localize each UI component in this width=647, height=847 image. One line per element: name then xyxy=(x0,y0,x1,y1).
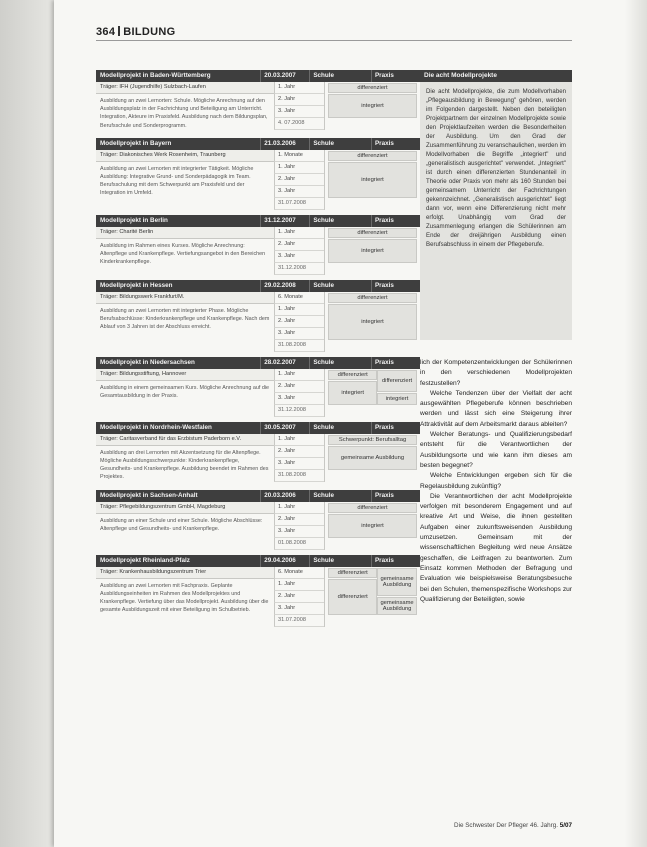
project-description xyxy=(96,567,274,627)
year-row: 31.12.2008 xyxy=(274,405,324,417)
year-row: 1. Jahr xyxy=(274,162,324,174)
page-edge-shadow xyxy=(625,0,647,847)
grid-cell: integriert xyxy=(328,239,417,263)
column-school: Schule xyxy=(309,215,371,227)
project-header xyxy=(96,422,420,434)
info-box-title: Die acht Modellprojekte xyxy=(420,70,572,82)
project-description xyxy=(96,292,274,352)
project-description-text: Ausbildung an zwei Lernorten: Schule. Mögliche Anrechnung auf den Ausbildungsplatz in der Fachrichtung und Beteiligung am Unterricht. Integration, Akteure im Praxisfeld. Ausbildung nach dem Bildungsplan, Berufsschule und Sonderprogramm. xyxy=(100,98,268,129)
year-row: 1. Jahr xyxy=(274,579,324,591)
year-column xyxy=(274,369,324,417)
section-title: BILDUNG xyxy=(123,26,176,38)
column-practice: Praxis xyxy=(371,70,420,82)
page-number: 364 xyxy=(96,26,116,38)
project-sponsor: Träger: Diakonisches Werk Rosenheim, Traunberg xyxy=(96,150,274,162)
project-date: 28.02.2007 xyxy=(260,357,309,369)
year-column xyxy=(274,227,324,275)
year-row: 3. Jahr xyxy=(274,458,324,470)
grid-cell: differenziert xyxy=(377,370,417,392)
project-date: 29.04.2006 xyxy=(260,555,309,567)
grid-cell: differenziert xyxy=(328,293,417,303)
page-footer xyxy=(380,822,572,829)
project-header xyxy=(96,70,420,82)
project-date: 20.03.2007 xyxy=(260,70,309,82)
school-practice-grid xyxy=(324,567,420,627)
project-header xyxy=(96,357,420,369)
year-column xyxy=(274,502,324,550)
info-box-text: Die acht Modellprojekte, die zum Modellvorhaben „Pflegeausbildung in Bewegung" gehören, werden im Folgenden dargestellt. Neben den beteiligten Projektpartnern der einzelnen Modellprojekte sowie den Projektlaufzeiten werden die Besonderheiten der Ausbildung. Um den Grad der Zusammenführung zu veranschaulichen, werden im Modellvorhaben die Begriffe „integriert" und „generalistisch ausgerichtet" verwendet. „Integriert" ist durch einen differenzierten Stundenanteil in Theorie oder Praxis von mehr als 160 Stunden bei gemeinsamem Unterricht der Fachrichtungen gekennzeichnet. „Generalistisch ausgerichtet" liegt dann vor, wenn eine Differenzierung nicht mehr erfolgt. Unabhängig vom Grad der Zusammenlegung erlangen die Schülerinnen am Ende der dreijährigen Ausbildung einen Berufsabschluss in einem der Pflegeberufe. xyxy=(426,88,566,248)
project-sponsor: Träger: Bildungsstiftung, Hannover xyxy=(96,369,274,381)
project-title: Modellprojekt in Berlin xyxy=(100,216,168,224)
column-practice: Praxis xyxy=(371,280,420,292)
project-header xyxy=(96,215,420,227)
project-description xyxy=(96,369,274,417)
page-header xyxy=(96,26,175,38)
project-description xyxy=(96,434,274,485)
year-row: 6. Monate xyxy=(274,567,324,579)
column-school: Schule xyxy=(309,490,371,502)
page-gutter xyxy=(0,0,54,847)
grid-cell: integriert xyxy=(328,94,417,118)
project-date: 30.05.2007 xyxy=(260,422,309,434)
body-paragraph: Welche Entwicklungen ergeben sich für die Regelausbildung zukünftig? xyxy=(420,472,572,490)
project-sponsor: Träger: Caritasverband für das Erzbistum Paderborn e.V. xyxy=(96,434,274,446)
year-column xyxy=(274,292,324,352)
year-column xyxy=(274,434,324,485)
column-practice: Praxis xyxy=(371,490,420,502)
year-row: 2. Jahr xyxy=(274,94,324,106)
column-practice: Praxis xyxy=(371,422,420,434)
project-description-text: Ausbildung im Rahmen eines Kurses. Mögliche Anrechnung: Altenpflege und Krankenpflege. Vertiefungsangebot in den Bereichen Kinderkrankenpflege. xyxy=(100,242,266,266)
year-row: 2. Jahr xyxy=(274,381,324,393)
project-header xyxy=(96,138,420,150)
project-header xyxy=(96,280,420,292)
year-row: 31.08.2008 xyxy=(274,470,324,482)
project-block xyxy=(96,70,420,133)
project-sponsor: Träger: IFH (Jugendhilfe) Sulzbach-Laufen xyxy=(96,82,274,94)
grid-cell: gemeinsame Ausbildung xyxy=(328,446,417,470)
project-date: 20.03.2006 xyxy=(260,490,309,502)
project-body xyxy=(96,434,420,485)
project-title: Modellprojekt in Sachsen-Anhalt xyxy=(100,491,198,499)
year-row: 31.07.2008 xyxy=(274,615,324,627)
grid-cell: integriert xyxy=(328,381,377,405)
project-block xyxy=(96,215,420,275)
grid-cell: gemeinsame Ausbildung xyxy=(377,568,417,596)
project-block xyxy=(96,357,420,417)
school-practice-grid xyxy=(324,227,420,275)
project-description-text: Ausbildung an einer Schule und einer Schule. Mögliche Abschlüsse: Altenpflege und Gesundheits- und Krankenpflege. xyxy=(100,517,263,532)
header-divider xyxy=(118,26,120,36)
year-row: 01.08.2008 xyxy=(274,538,324,550)
grid-cell: differenziert xyxy=(328,568,377,578)
year-row: 1. Jahr xyxy=(274,434,324,446)
year-row: 3. Jahr xyxy=(274,106,324,118)
year-row: 1. Jahr xyxy=(274,82,324,94)
year-row: 2. Jahr xyxy=(274,316,324,328)
year-row: 4. 07.2008 xyxy=(274,118,324,130)
project-body xyxy=(96,567,420,627)
year-row: 3. Jahr xyxy=(274,393,324,405)
grid-cell: differenziert xyxy=(328,579,377,615)
column-school: Schule xyxy=(309,357,371,369)
project-title: Modellprojekt in Nordrhein-Westfalen xyxy=(100,423,212,431)
year-row: 3. Jahr xyxy=(274,603,324,615)
year-row: 2. Jahr xyxy=(274,446,324,458)
project-title: Modellprojekt in Baden-Württemberg xyxy=(100,72,211,79)
project-sponsor: Träger: Bildungswerk Frankfurt/M. xyxy=(96,292,274,304)
year-row: 1. Jahr xyxy=(274,304,324,316)
school-practice-grid xyxy=(324,82,420,130)
project-block xyxy=(96,555,420,627)
project-header xyxy=(96,555,420,567)
grid-cell: differenziert xyxy=(328,151,417,161)
column-practice: Praxis xyxy=(371,215,420,227)
grid-cell: integriert xyxy=(328,514,417,538)
grid-cell: gemeinsame Ausbildung xyxy=(377,597,417,615)
column-school: Schule xyxy=(309,70,371,82)
year-column xyxy=(274,82,324,133)
project-header xyxy=(96,490,420,502)
year-column xyxy=(274,567,324,627)
year-row: 2. Jahr xyxy=(274,591,324,603)
project-sponsor: Träger: Pflegebildungszentrum GmbH, Magdeburg xyxy=(96,502,274,514)
year-row: 1. Monate xyxy=(274,150,324,162)
grid-cell: differenziert xyxy=(328,228,417,238)
school-practice-grid xyxy=(324,502,420,550)
project-description-text: Ausbildung an zwei Lernorten mit Fachpraxis. Geplante Ausbildungseinheiten im Rahmen des Modellprojektes und Krankenpflege. Vertiefung über das Modellprojekt. Ausbildung über die gesamte Ausbildungszeit mit einer Beteiligung im Schulbetrieb. xyxy=(100,582,269,614)
column-school: Schule xyxy=(309,555,371,567)
school-practice-grid xyxy=(324,150,420,210)
year-row: 1. Jahr xyxy=(274,369,324,381)
project-body xyxy=(96,502,420,550)
project-description xyxy=(96,502,274,550)
modellprojekte-table xyxy=(96,70,420,632)
project-block xyxy=(96,490,420,550)
column-practice: Praxis xyxy=(371,138,420,150)
body-paragraph: Die Verantwortlichen der acht Modellprojekte verfolgen mit besonderem Engagement und auf kreative Art und Weise, die ihnen gestellten Aufgaben einer zukunftsweisenden Ausbildung umzusetzen. Gemeinsam mit der wissenschaftlichen Begleitung wird neue Ansätze geschaffen, die Leitfragen zu beantworten. Zum Einsatz kommen Methoden der Befragung und Evaluation wie beispielsweise Beratungsbesuche bei den Schulen, themenspezifische Workshops zur Qualifizierung der Beteiligten, sowie xyxy=(420,492,572,603)
project-title: Modellprojekt in Bayern xyxy=(100,139,172,147)
project-block xyxy=(96,138,420,210)
project-block xyxy=(96,280,420,352)
project-date: 21.03.2006 xyxy=(260,138,309,150)
project-sponsor: Träger: Charité Berlin xyxy=(96,227,274,239)
project-description-text: Ausbildung an drei Lernorten mit Akzentsetzung für die Altenpflege. Mögliche Ausbildungsschwerpunkte: Kinderkrankenpflege, Gesundheits- und Krankenpflege. Ausbildung beendet im Rahmen des Projektes. xyxy=(100,449,269,481)
info-box xyxy=(420,70,572,340)
column-practice: Praxis xyxy=(371,357,420,369)
grid-cell: integriert xyxy=(328,162,417,198)
year-row: 31.12.2008 xyxy=(274,263,324,275)
column-school: Schule xyxy=(309,422,371,434)
year-row: 2. Jahr xyxy=(274,514,324,526)
project-body xyxy=(96,292,420,352)
project-description xyxy=(96,82,274,133)
year-row: 3. Jahr xyxy=(274,328,324,340)
school-practice-grid xyxy=(324,292,420,352)
issue-number: 5/07 xyxy=(559,822,572,829)
column-school: Schule xyxy=(309,280,371,292)
body-paragraph: lich der Kompetenzentwicklungen der Schülerinnen in den verschiedenen Modellprojekten festzustellen? xyxy=(420,359,572,387)
project-body xyxy=(96,369,420,417)
header-rule xyxy=(96,40,572,41)
grid-cell: Schwerpunkt: Berufsalltag xyxy=(328,435,417,445)
column-practice: Praxis xyxy=(371,555,420,567)
project-body xyxy=(96,150,420,210)
school-practice-grid xyxy=(324,369,420,417)
project-date: 31.12.2007 xyxy=(260,215,309,227)
project-body xyxy=(96,227,420,275)
project-description xyxy=(96,227,274,275)
year-row: 3. Jahr xyxy=(274,186,324,198)
year-row: 6. Monate xyxy=(274,292,324,304)
project-sponsor: Träger: Krankenhausbildungszentrum Trier xyxy=(96,567,274,579)
body-paragraph: Welcher Beratungs- und Qualifizierungsbedarf entsteht für die Verantwortlichen der Ausbildungsorte und wie kann ihm dieses am besten begegnet? xyxy=(420,431,572,469)
column-school: Schule xyxy=(309,138,371,150)
grid-cell: differenziert xyxy=(328,83,417,93)
project-description-text: Ausbildung in einem gemeinsamen Kurs. Mögliche Anrechnung auf die Gesamtausbildung in der Praxis. xyxy=(100,384,270,400)
grid-cell: integriert xyxy=(328,304,417,340)
school-practice-grid xyxy=(324,434,420,482)
grid-cell: differenziert xyxy=(328,370,377,380)
project-description xyxy=(96,150,274,210)
project-title: Modellprojekt in Hessen xyxy=(100,281,173,289)
year-row: 31.08.2008 xyxy=(274,340,324,352)
year-row: 3. Jahr xyxy=(274,526,324,538)
year-row: 2. Jahr xyxy=(274,239,324,251)
year-row: 2. Jahr xyxy=(274,174,324,186)
year-row: 3. Jahr xyxy=(274,251,324,263)
grid-cell: differenziert xyxy=(328,503,417,513)
project-title: Modellprojekt in Niedersachsen xyxy=(100,358,195,366)
year-row: 1. Jahr xyxy=(274,227,324,239)
body-text xyxy=(420,358,572,605)
project-description-text: Ausbildung an zwei Lernorten mit integrierter Phase. Mögliche Berufsabschlüsse: Kinderkrankenpflege und Krankenpflege. Nach dem Ablauf von 3 Jahren ist der Abschluss erreicht. xyxy=(100,307,270,331)
journal-name: Die Schwester Der Pfleger 46. Jahrg. xyxy=(454,822,558,829)
year-row: 31.07.2008 xyxy=(274,198,324,210)
project-date: 29.02.2008 xyxy=(260,280,309,292)
project-description-text: Ausbildung an zwei Lernorten mit integrierter Tätigkeit. Mögliche Ausbildung: Integrative Grund- und Sonderpädagogik im Team. Berufsschulung mit dem Schwerpunkt am Praxisfeld und der Integration im Umfeld. xyxy=(100,165,254,197)
project-title: Modellprojekt Rheinland-Pfalz xyxy=(100,556,190,564)
year-column xyxy=(274,150,324,210)
grid-cell: integriert xyxy=(377,393,417,405)
project-block xyxy=(96,422,420,485)
project-body xyxy=(96,82,420,133)
body-paragraph: Welche Tendenzen über der Vielfalt der acht ausgewählten Pflegeberufe können beschrieben werden und lässt sich eine Steigerung ihrer Attraktivität auf dem Arbeitsmarkt daraus ableiten? xyxy=(420,389,572,428)
year-row: 1. Jahr xyxy=(274,502,324,514)
